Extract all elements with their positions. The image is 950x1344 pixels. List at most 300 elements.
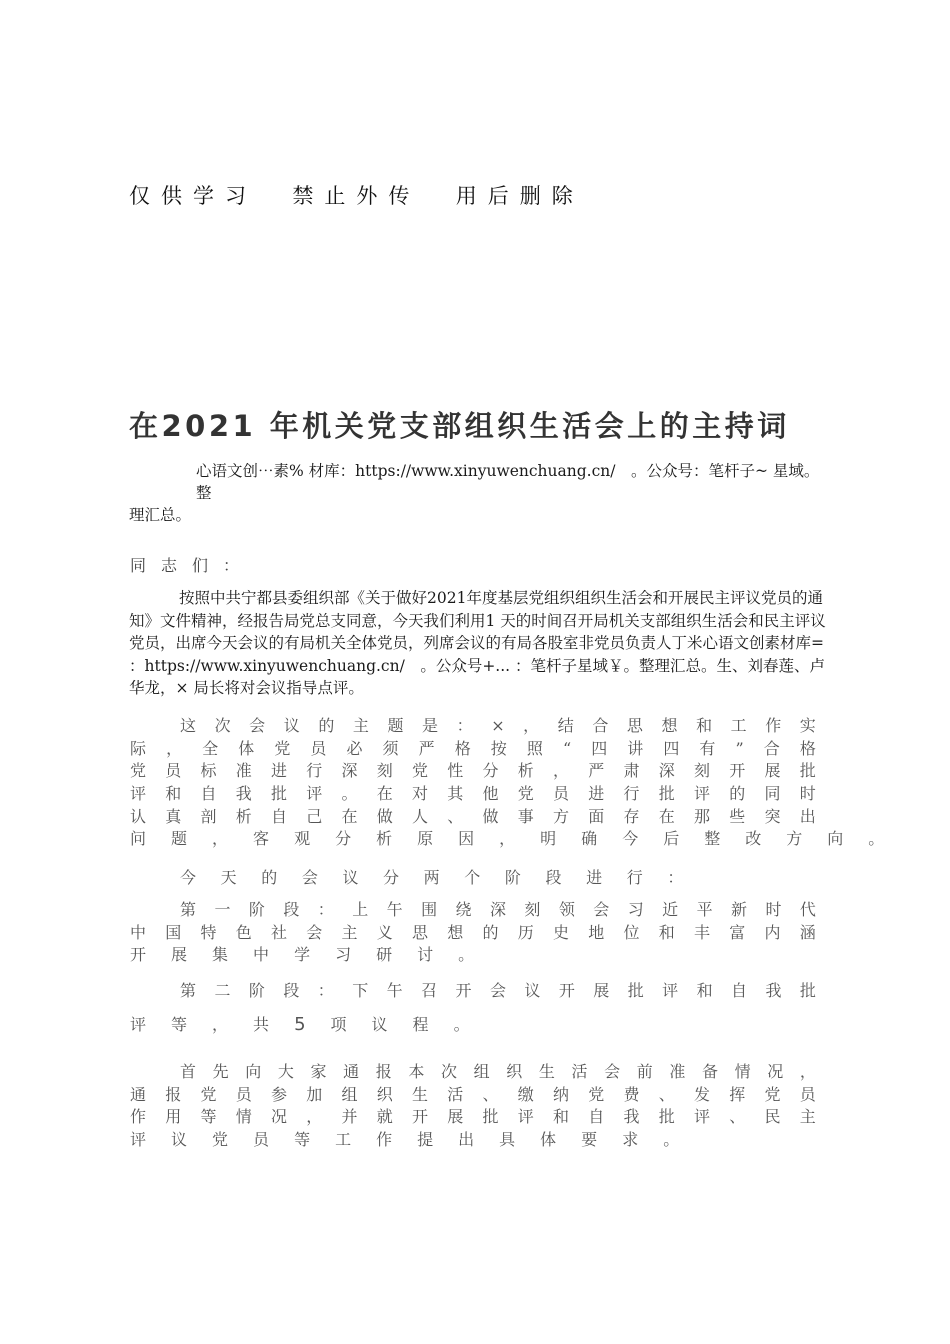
glyph: 员 xyxy=(799,1084,816,1104)
glyph: 的 xyxy=(261,868,278,887)
glyph: 他 xyxy=(482,784,499,804)
glyph: 方 xyxy=(553,806,570,826)
document-title: 在2021 年机关党支部组织生活会上的主持词 xyxy=(129,409,790,443)
glyph: 生 xyxy=(412,1084,429,1104)
glyph: 缴 xyxy=(517,1084,534,1104)
confidential-notice: 仅供学习 禁止外传 用后删除 xyxy=(129,184,584,208)
glyph: 展 xyxy=(593,981,610,1000)
glyph: ” xyxy=(735,738,744,758)
glyph: 批 xyxy=(482,1107,499,1127)
glyph: 近 xyxy=(662,900,679,919)
glyph: 生 xyxy=(538,1062,555,1081)
glyph: 的 xyxy=(482,922,499,942)
glyph: 分 xyxy=(482,761,499,781)
paragraph-stages-intro xyxy=(180,865,708,888)
glyph: 评 xyxy=(130,1015,147,1034)
glyph: 学 xyxy=(294,945,311,965)
glyph: 行 xyxy=(623,784,640,804)
glyph: 午 xyxy=(386,981,403,1000)
glyph: 分 xyxy=(335,829,352,849)
glyph: 讨 xyxy=(417,945,434,965)
paragraph-opening: 按照中共宁都县委组织部《关于做好2021年度基层党组织组织生活会和开展民主评议党员的通知》文件精神，经报告局党总支同意，今天我们利用1 天的时间召开局机关支部组织生活会和民主评议党员，出席今天会议的有局机关全体党员，列席会议的有局各股室非党员负责人丁米心语文创素材库= ：https://www.xinyuwenchuang.cn/ 。公众号+... ：笔杆子星域￥。整理汇总。生、刘春莲、卢华龙，× 局长将对会议指导点评。 xyxy=(129,589,826,697)
glyph: 丰 xyxy=(694,922,711,942)
glyph: 我 xyxy=(623,1107,640,1127)
glyph: 段 xyxy=(545,868,562,887)
glyph: 深 xyxy=(341,761,358,781)
glyph: 做 xyxy=(482,806,499,826)
glyph: 同 xyxy=(764,784,781,804)
glyph: 上 xyxy=(352,900,369,919)
glyph: ， xyxy=(166,738,183,758)
glyph: 四 xyxy=(591,738,608,758)
glyph: 会 xyxy=(249,716,266,735)
glyph: 思 xyxy=(626,716,643,735)
glyph: 面 xyxy=(588,806,605,826)
glyph: 作 xyxy=(130,1107,147,1127)
glyph: 批 xyxy=(627,981,644,1000)
glyph: 纳 xyxy=(553,1084,570,1104)
paragraph-line xyxy=(130,980,816,1003)
glyph: 报 xyxy=(375,1062,392,1081)
glyph: 准 xyxy=(235,761,252,781)
glyph: 员 xyxy=(553,784,570,804)
glyph: 题 xyxy=(171,829,188,849)
glyph: 段 xyxy=(283,900,300,919)
glyph: 况 xyxy=(767,1062,784,1081)
glyph: 作 xyxy=(765,716,782,735)
glyph: 大 xyxy=(277,1062,294,1081)
greeting: 同志们： xyxy=(130,556,255,575)
glyph: 工 xyxy=(730,716,747,735)
glyph: 的 xyxy=(318,716,335,735)
glyph: 代 xyxy=(799,900,816,919)
glyph: 和 xyxy=(165,784,182,804)
glyph: 等 xyxy=(171,1015,188,1034)
glyph: ： xyxy=(317,900,334,919)
source-note-line-1: 心语文创⋯素% 材库：https://www.xinyuwenchuang.cn/ 。公众号：笔杆子~ 星域。整 xyxy=(196,462,820,502)
glyph: 存 xyxy=(623,806,640,826)
glyph: 自 xyxy=(200,784,217,804)
paragraph-stage-two xyxy=(130,980,816,1003)
glyph: 习 xyxy=(335,945,352,965)
glyph: 党 xyxy=(517,784,534,804)
glyph: 展 xyxy=(171,945,188,965)
glyph: 加 xyxy=(306,1084,323,1104)
glyph: 次 xyxy=(441,1062,458,1081)
paragraph-line xyxy=(130,715,816,738)
glyph: 作 xyxy=(376,1130,393,1150)
glyph: 员 xyxy=(253,1130,270,1150)
glyph: 首 xyxy=(180,1062,197,1081)
glyph: 深 xyxy=(658,761,675,781)
glyph: 一 xyxy=(214,900,231,919)
glyph: 段 xyxy=(283,981,300,1000)
glyph: 批 xyxy=(658,1107,675,1127)
glyph: 事 xyxy=(517,806,534,826)
paragraph-preparation xyxy=(130,1061,816,1152)
glyph: 严 xyxy=(588,761,605,781)
glyph: 参 xyxy=(271,1084,288,1104)
glyph: 己 xyxy=(306,806,323,826)
glyph: 客 xyxy=(253,829,270,849)
agenda-count: 5 xyxy=(294,1014,306,1035)
glyph: 有 xyxy=(699,738,716,758)
glyph: 析 xyxy=(376,829,393,849)
glyph: 史 xyxy=(553,922,570,942)
paragraph-line xyxy=(130,1061,816,1084)
glyph: 富 xyxy=(729,922,746,942)
glyph: 是 xyxy=(422,716,439,735)
glyph: 等 xyxy=(200,1107,217,1127)
glyph: 第 xyxy=(180,900,197,919)
glyph: 通 xyxy=(130,1084,147,1104)
glyph: 讲 xyxy=(627,738,644,758)
glyph: 评 xyxy=(130,784,147,804)
glyph: 行 xyxy=(626,868,643,887)
glyph: 会 xyxy=(301,868,318,887)
glyph: 和 xyxy=(696,716,713,735)
glyph: 确 xyxy=(581,829,598,849)
glyph: 阶 xyxy=(504,868,521,887)
glyph: 特 xyxy=(200,922,217,942)
glyph: 主 xyxy=(352,716,369,735)
glyph: 并 xyxy=(341,1107,358,1127)
glyph: 阶 xyxy=(248,981,265,1000)
glyph: 。 xyxy=(458,945,475,965)
glyph: 改 xyxy=(745,829,762,849)
glyph: 合 xyxy=(592,716,609,735)
glyph: 具 xyxy=(499,1130,516,1150)
paragraph-line xyxy=(130,1106,816,1129)
glyph: 。 xyxy=(663,1130,680,1150)
glyph: 地 xyxy=(588,922,605,942)
glyph: 前 xyxy=(636,1062,653,1081)
glyph: ， xyxy=(799,1062,816,1081)
glyph: 中 xyxy=(253,945,270,965)
glyph: ： xyxy=(317,981,334,1000)
glyph: 评 xyxy=(130,1130,147,1150)
glyph: 和 xyxy=(658,922,675,942)
glyph: 绕 xyxy=(455,900,472,919)
glyph: 社 xyxy=(271,922,288,942)
glyph: 党 xyxy=(588,1084,605,1104)
glyph: 党 xyxy=(212,1130,229,1150)
glyph: 人 xyxy=(412,806,429,826)
source-note xyxy=(129,460,834,526)
glyph: 分 xyxy=(383,868,400,887)
glyph: 党 xyxy=(130,761,147,781)
glyph: ， xyxy=(212,829,229,849)
paragraph-stage-two-end xyxy=(130,1014,816,1037)
glyph: 要 xyxy=(581,1130,598,1150)
glyph: 评 xyxy=(694,1107,711,1127)
glyph: 合 xyxy=(763,738,780,758)
glyph: 议 xyxy=(371,1015,388,1034)
glyph: 其 xyxy=(447,784,464,804)
paragraph-line xyxy=(130,1014,816,1037)
glyph: 提 xyxy=(417,1130,434,1150)
glyph: 评 xyxy=(694,784,711,804)
glyph: 向 xyxy=(245,1062,262,1081)
glyph: 严 xyxy=(418,738,435,758)
glyph: 展 xyxy=(447,1107,464,1127)
glyph: × xyxy=(491,716,505,735)
glyph: 时 xyxy=(765,900,782,919)
glyph: 组 xyxy=(341,1084,358,1104)
glyph: 组 xyxy=(473,1062,490,1081)
paragraph-line xyxy=(130,899,816,922)
source-note-line-2: 理汇总。 xyxy=(129,506,192,524)
glyph: 展 xyxy=(764,761,781,781)
glyph: 、 xyxy=(658,1084,675,1104)
glyph: 、 xyxy=(482,1084,499,1104)
glyph: 下 xyxy=(352,981,369,1000)
glyph: 性 xyxy=(447,761,464,781)
glyph: 党 xyxy=(764,1084,781,1104)
glyph: 项 xyxy=(330,1015,347,1034)
paragraph-theme xyxy=(130,715,885,851)
glyph: 本 xyxy=(408,1062,425,1081)
glyph: 肃 xyxy=(623,761,640,781)
glyph: 阶 xyxy=(248,900,265,919)
glyph: 先 xyxy=(212,1062,229,1081)
glyph: 求 xyxy=(622,1130,639,1150)
glyph: 开 xyxy=(412,1107,429,1127)
glyph: 午 xyxy=(386,900,403,919)
stage-two-text-after xyxy=(331,1014,495,1037)
glyph: 发 xyxy=(694,1084,711,1104)
glyph: 准 xyxy=(669,1062,686,1081)
glyph: 结 xyxy=(557,716,574,735)
glyph: 向 xyxy=(827,829,844,849)
glyph: 活 xyxy=(571,1062,588,1081)
glyph: 个 xyxy=(464,868,481,887)
glyph: 等 xyxy=(294,1130,311,1150)
glyph: 析 xyxy=(517,761,534,781)
glyph: 认 xyxy=(130,806,147,826)
glyph: 党 xyxy=(412,761,429,781)
glyph: 和 xyxy=(553,1107,570,1127)
glyph: 开 xyxy=(729,761,746,781)
glyph: 格 xyxy=(454,738,471,758)
glyph: 我 xyxy=(765,981,782,1000)
glyph: 剖 xyxy=(200,806,217,826)
glyph: 自 xyxy=(271,806,288,826)
glyph: ： xyxy=(456,716,473,735)
glyph: 。 xyxy=(341,784,358,804)
glyph: 整 xyxy=(704,829,721,849)
glyph: 格 xyxy=(799,738,816,758)
glyph: 刻 xyxy=(694,761,711,781)
paragraph-line xyxy=(130,806,816,829)
glyph: 体 xyxy=(540,1130,557,1150)
glyph: 议 xyxy=(342,868,359,887)
glyph: 的 xyxy=(729,784,746,804)
glyph: 平 xyxy=(696,900,713,919)
glyph: 析 xyxy=(235,806,252,826)
glyph: 和 xyxy=(696,981,713,1000)
glyph: 在 xyxy=(376,784,393,804)
glyph: 就 xyxy=(376,1107,393,1127)
glyph: 围 xyxy=(421,900,438,919)
glyph: 思 xyxy=(412,922,429,942)
glyph: 天 xyxy=(220,868,237,887)
glyph: 这 xyxy=(180,716,197,735)
paragraph-line xyxy=(130,760,816,783)
glyph: 些 xyxy=(729,806,746,826)
paragraph-line xyxy=(130,828,885,851)
glyph: ， xyxy=(553,761,570,781)
glyph: 程 xyxy=(412,1015,429,1034)
glyph: 明 xyxy=(540,829,557,849)
paragraph-line xyxy=(130,944,816,967)
stage-two-text-before xyxy=(130,1014,294,1037)
glyph: 今 xyxy=(622,829,639,849)
glyph: 召 xyxy=(421,981,438,1000)
glyph: 国 xyxy=(165,922,182,942)
glyph: 进 xyxy=(271,761,288,781)
glyph: 题 xyxy=(387,716,404,735)
glyph: 开 xyxy=(558,981,575,1000)
glyph: 次 xyxy=(214,716,231,735)
paragraph-line xyxy=(130,1084,816,1107)
glyph: 。 xyxy=(453,1015,470,1034)
glyph: 出 xyxy=(458,1130,475,1150)
glyph: 员 xyxy=(310,738,327,758)
glyph: 方 xyxy=(786,829,803,849)
glyph: 活 xyxy=(447,1084,464,1104)
glyph: 照 xyxy=(526,738,543,758)
glyph: 况 xyxy=(271,1107,288,1127)
glyph: 、 xyxy=(729,1107,746,1127)
glyph: 色 xyxy=(235,922,252,942)
glyph: 义 xyxy=(376,922,393,942)
glyph: 体 xyxy=(238,738,255,758)
glyph: ， xyxy=(306,1107,323,1127)
glyph: 议 xyxy=(283,716,300,735)
glyph: 员 xyxy=(235,1084,252,1104)
glyph: 用 xyxy=(165,1107,182,1127)
glyph: 工 xyxy=(335,1130,352,1150)
glyph: 批 xyxy=(271,784,288,804)
glyph: 情 xyxy=(235,1107,252,1127)
glyph: 党 xyxy=(274,738,291,758)
glyph: 深 xyxy=(489,900,506,919)
glyph: 开 xyxy=(455,981,472,1000)
glyph: 主 xyxy=(799,1107,816,1127)
glyph: 中 xyxy=(130,922,147,942)
glyph: 刻 xyxy=(376,761,393,781)
glyph: 涵 xyxy=(799,922,816,942)
glyph: “ xyxy=(562,738,572,758)
glyph: 想 xyxy=(447,922,464,942)
glyph: 集 xyxy=(212,945,229,965)
glyph: 评 xyxy=(517,1107,534,1127)
glyph: 我 xyxy=(235,784,252,804)
glyph: 批 xyxy=(658,784,675,804)
glyph: 情 xyxy=(734,1062,751,1081)
glyph: 新 xyxy=(731,900,748,919)
glyph: 党 xyxy=(200,1084,217,1104)
glyph: ： xyxy=(667,868,684,887)
glyph: 后 xyxy=(663,829,680,849)
glyph: 通 xyxy=(343,1062,360,1081)
glyph: 织 xyxy=(506,1062,523,1081)
glyph: 出 xyxy=(799,806,816,826)
glyph: 报 xyxy=(165,1084,182,1104)
glyph: ， xyxy=(523,716,540,735)
glyph: 共 xyxy=(253,1015,270,1034)
glyph: 备 xyxy=(702,1062,719,1081)
glyph: 会 xyxy=(306,922,323,942)
glyph: 议 xyxy=(524,981,541,1000)
glyph: 标 xyxy=(200,761,217,781)
glyph: 第 xyxy=(180,981,197,1000)
glyph: 员 xyxy=(165,761,182,781)
glyph: 四 xyxy=(663,738,680,758)
glyph: 在 xyxy=(341,806,358,826)
glyph: 对 xyxy=(412,784,429,804)
glyph: 两 xyxy=(423,868,440,887)
glyph: 主 xyxy=(341,922,358,942)
glyph: 批 xyxy=(799,981,816,1000)
glyph: 会 xyxy=(604,1062,621,1081)
glyph: 全 xyxy=(202,738,219,758)
glyph: 按 xyxy=(490,738,507,758)
glyph: ， xyxy=(212,1015,229,1034)
glyph: 评 xyxy=(306,784,323,804)
glyph: 行 xyxy=(306,761,323,781)
glyph: 会 xyxy=(593,900,610,919)
glyph: 观 xyxy=(294,829,311,849)
glyph: 因 xyxy=(458,829,475,849)
glyph: 民 xyxy=(764,1107,781,1127)
glyph: 位 xyxy=(623,922,640,942)
glyph: 问 xyxy=(130,829,147,849)
glyph: 在 xyxy=(658,806,675,826)
glyph: 议 xyxy=(171,1130,188,1150)
glyph: 际 xyxy=(130,738,147,758)
glyph: 进 xyxy=(588,784,605,804)
glyph: 须 xyxy=(382,738,399,758)
glyph: 织 xyxy=(376,1084,393,1104)
glyph: 开 xyxy=(130,945,147,965)
glyph: 历 xyxy=(517,922,534,942)
glyph: 研 xyxy=(376,945,393,965)
glyph: 自 xyxy=(731,981,748,1000)
glyph: 原 xyxy=(417,829,434,849)
glyph: 二 xyxy=(214,981,231,1000)
glyph: 批 xyxy=(799,761,816,781)
glyph: 必 xyxy=(346,738,363,758)
glyph: 进 xyxy=(586,868,603,887)
paragraph-stage-one xyxy=(130,899,816,967)
glyph: 今 xyxy=(180,868,197,887)
glyph: 那 xyxy=(694,806,711,826)
glyph: 刻 xyxy=(524,900,541,919)
paragraph-line xyxy=(130,922,816,945)
glyph: 想 xyxy=(661,716,678,735)
glyph: 内 xyxy=(764,922,781,942)
glyph: 真 xyxy=(165,806,182,826)
glyph: 习 xyxy=(627,900,644,919)
glyph: 挥 xyxy=(729,1084,746,1104)
glyph: 做 xyxy=(376,806,393,826)
glyph: 会 xyxy=(489,981,506,1000)
glyph: 、 xyxy=(447,806,464,826)
glyph: 自 xyxy=(588,1107,605,1127)
glyph: 。 xyxy=(868,829,885,849)
